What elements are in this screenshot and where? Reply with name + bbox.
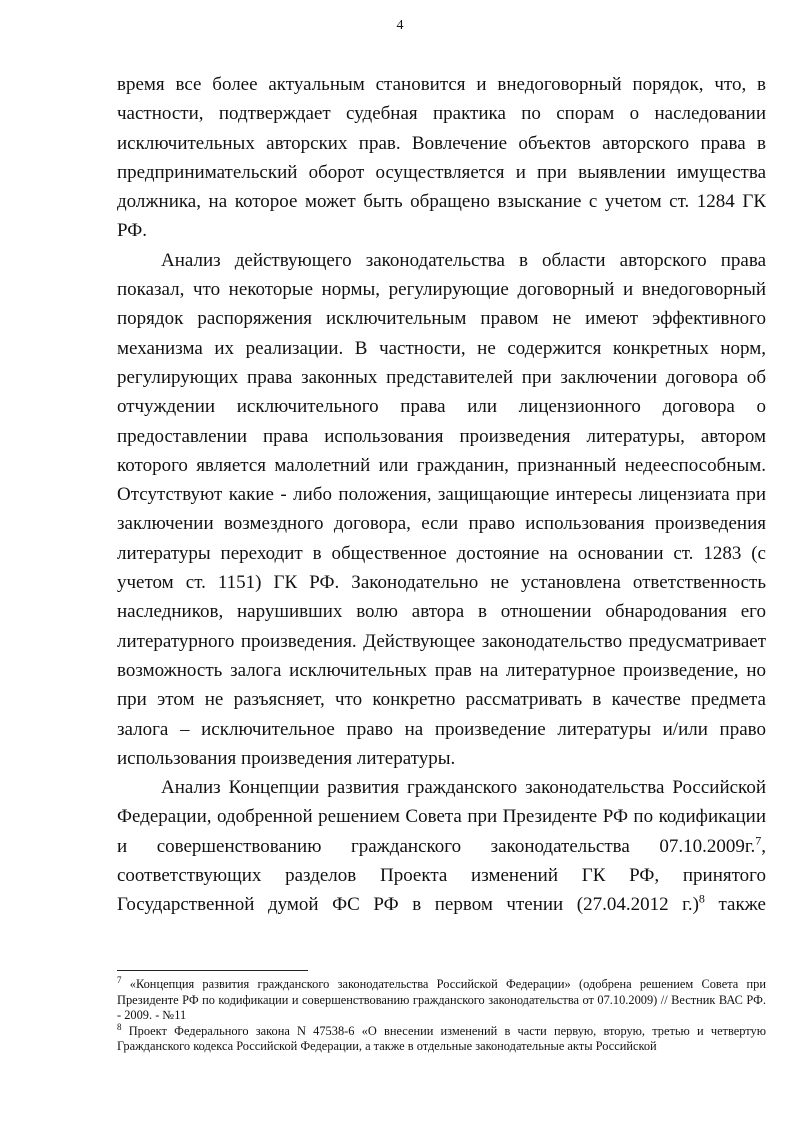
footnote-7-text: «Концепция развития гражданского законодательства Российской Федерации» (одобрена решением Совета при Президенте РФ по кодификации и совершенствованию гражданского законодательства от 07.10.2009) // Вестник ВАС РФ. - 2009. - №11 <box>117 977 766 1023</box>
paragraph-2: Анализ действующего законодательства в области авторского права показал, что некоторые нормы, регулирующие договорный и внедоговорный порядок распоряжения исключительным правом не имеют эффективного механизма их реализации. В частности, не содержится конкретных норм, регулирующих права законных представителей при заключении договора об отчуждении исключительного права или лицензионного договора о предоставлении права использования произведения литературы, автором которого является малолетний или гражданин, признанный недееспособным. Отсутствуют какие - либо положения, защищающие интересы лицензиата при заключении возмездного договора, если право использования произведения литературы переходит в общественное достояние на основании ст. 1283 (с учетом ст. 1151) ГК РФ. Законодательно не установлена ответственность наследников, нарушивших волю автора в отношении обнародования его литературного произведения. Действующее законодательство предусматривает возможность залога исключительных прав на литературное произведение, но при этом не разъясняет, что конкретно рассматривать в качестве предмета залога – исключительное право на произведение литературы и/или право использования произведения литературы. <box>117 249 766 769</box>
footnote-mark-7: 7 <box>117 974 122 985</box>
footnote-ref-7: 7 <box>755 833 762 848</box>
page-number: 4 <box>396 18 404 33</box>
footnote-7 <box>117 974 766 1024</box>
paragraph-1: время все более актуальным становится и внедоговорный порядок, что, в частности, подтверждает судебная практика по спорам о наследовании исключительных авторских прав. Вовлечение объектов авторского права в предпринимательский оборот осуществляется и при выявлении имущества должника, на которое может быть обращено взыскание с учетом ст. 1284 ГК РФ. <box>117 74 766 242</box>
paragraph-3-text-middle: , соответствующих разделов Проекта изменений ГК РФ, принятого Государственной думой ФС РФ в первом чтении (27.04.2012 г.) <box>117 835 766 916</box>
paragraph-3 <box>117 773 766 919</box>
footnote-separator <box>117 970 308 971</box>
footnote-8-text: Проект Федерального закона N 47538-6 «О внесении изменений в части первую, вторую, третью и четвертую Гражданского кодекса Российской Федерации, а также в отдельные законодательные акты Российской <box>117 1023 766 1054</box>
paragraph-3-text-start: Анализ Концепции развития гражданского законодательства Российской Федерации, одобренной решением Совета при Президенте РФ по кодификации и совершенствованию гражданского законодательства 07.10.2009г. <box>117 777 766 857</box>
footnote-8 <box>117 1021 766 1055</box>
footnote-ref-8: 8 <box>698 891 705 906</box>
footnote-mark-8: 8 <box>117 1021 122 1032</box>
main-text <box>117 70 766 920</box>
footnotes <box>117 974 766 1055</box>
paragraph-3-text-end: также <box>704 894 766 916</box>
